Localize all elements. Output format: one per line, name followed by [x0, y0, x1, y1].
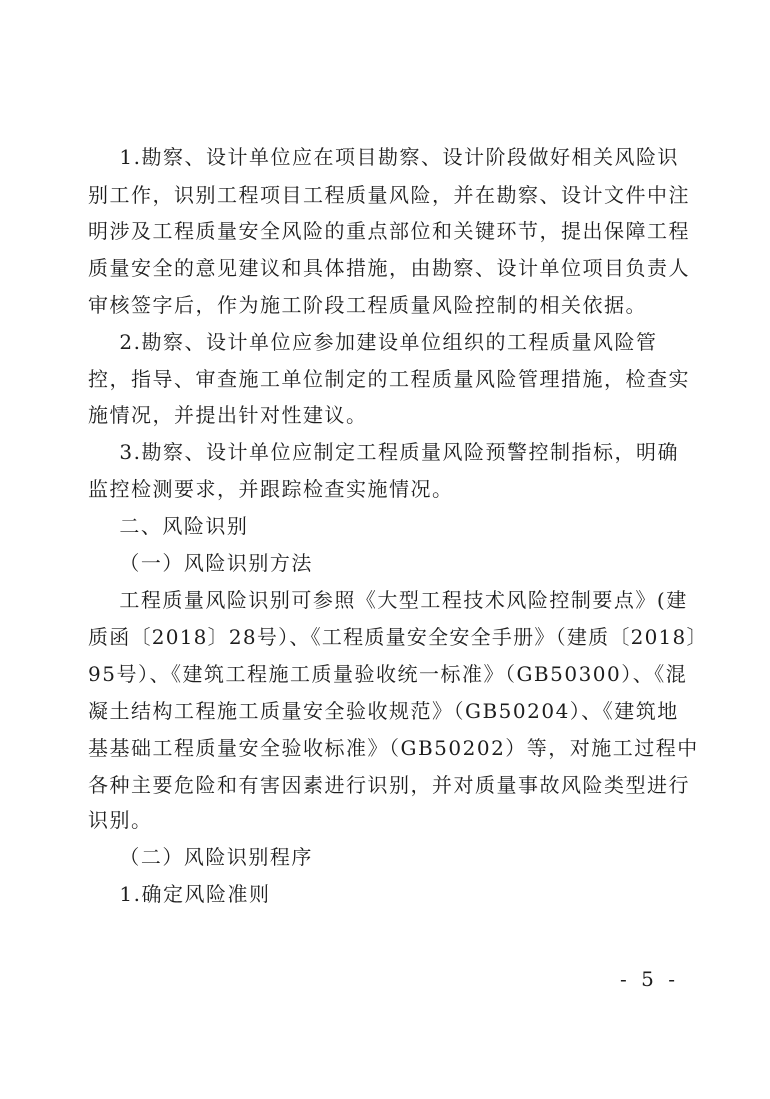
text-line: 明涉及工程质量安全风险的重点部位和关键环节，提出保障工程 — [88, 219, 690, 243]
text-line: 凝土结构工程施工质量安全验收规范》（GB50204）、《建筑地 — [88, 699, 679, 723]
text-line: 1.确定风险准则 — [88, 882, 271, 906]
subsection-heading: （一）风险识别方法 — [88, 551, 313, 575]
text-line: 识别。 — [88, 808, 153, 832]
text-line: 施情况，并提出针对性建议。 — [88, 403, 368, 427]
text-line: 1.勘察、设计单位应在项目勘察、设计阶段做好相关风险识 — [88, 145, 680, 169]
text-line: 95号）、《建筑工程施工质量验收统一标准》（GB50300）、《混 — [88, 662, 688, 686]
subsection-heading: （二）风险识别程序 — [88, 845, 313, 869]
text-line: 控，指导、审查施工单位制定的工程质量风险管理措施，检查实 — [88, 367, 690, 391]
text-line: 监控检测要求，并跟踪检查实施情况。 — [88, 477, 454, 501]
section-heading: 二、风险识别 — [88, 514, 249, 538]
text-line: 工程质量风险识别可参照《大型工程技术风险控制要点》(建 — [88, 588, 688, 612]
text-line: 各种主要危险和有害因素进行识别，并对质量事故风险类型进行 — [88, 773, 690, 797]
page-number: - 5 - — [620, 967, 679, 991]
text-line: 3.勘察、设计单位应制定工程质量风险预警控制指标，明确 — [88, 440, 680, 464]
text-line: 审核签字后，作为施工阶段工程质量风险控制的相关依据。 — [88, 293, 647, 317]
text-line: 基基础工程质量安全验收标准》（GB50202）等，对施工过程中 — [88, 736, 699, 760]
text-line: 别工作，识别工程项目工程质量风险，并在勘察、设计文件中注 — [88, 183, 690, 207]
text-line: 质函〔2018〕28号）、《工程质量安全安全手册》（建质〔2018〕 — [88, 625, 708, 649]
text-line: 2.勘察、设计单位应参加建设单位组织的工程质量风险管 — [88, 330, 658, 354]
text-line: 质量安全的意见建议和具体措施，由勘察、设计单位项目负责人 — [88, 256, 690, 280]
